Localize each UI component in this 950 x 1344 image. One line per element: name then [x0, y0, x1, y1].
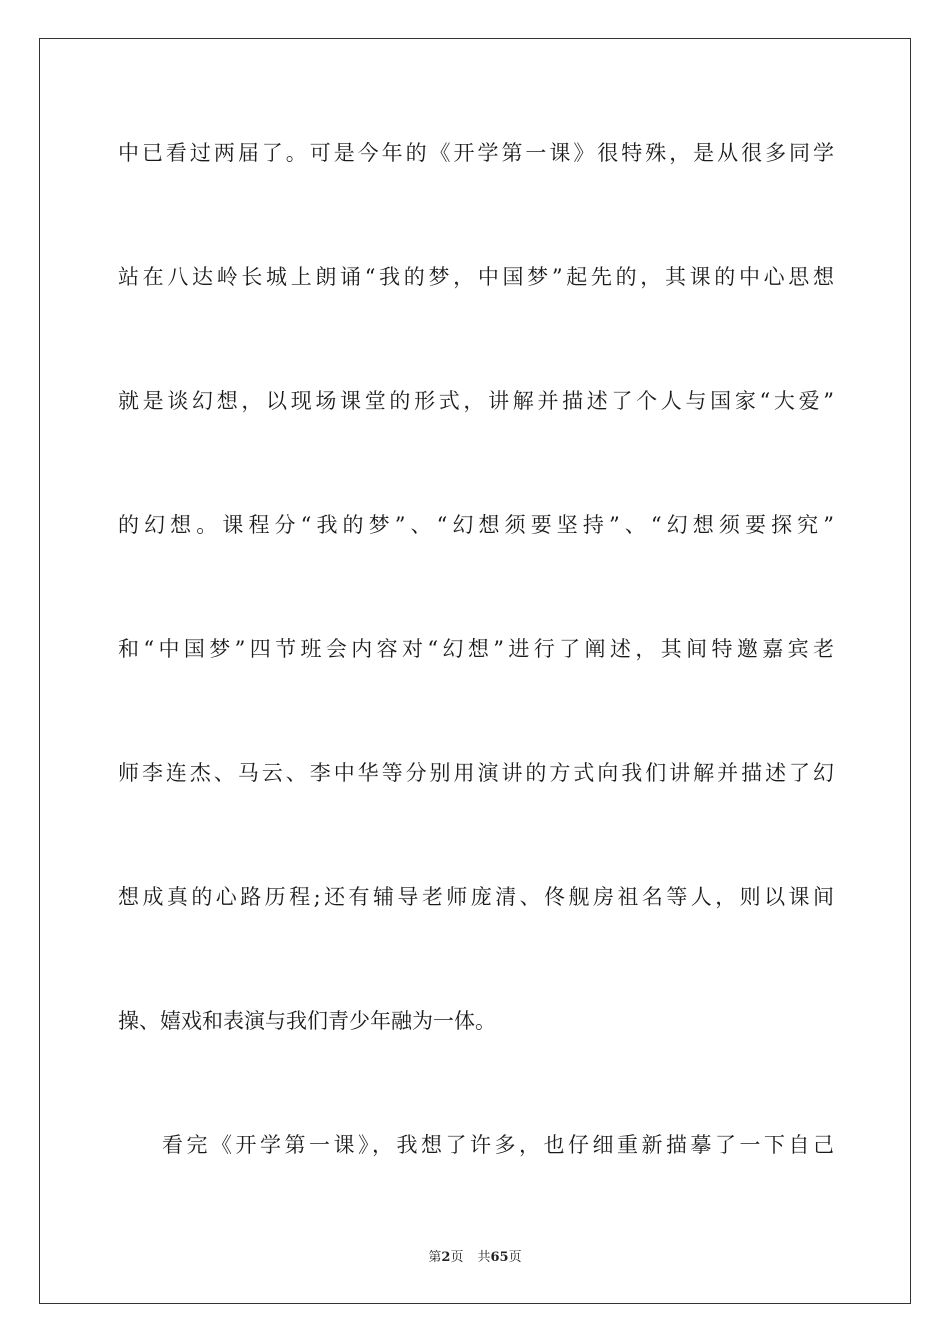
document-body — [118, 126, 834, 1242]
total-prefix: 共 — [477, 1250, 491, 1265]
text-line: 操、嬉戏和表演与我们青少年融为一体。 — [118, 1009, 496, 1033]
text-line: 就是谈幻想，以现场课堂的形式，讲解并描述了个人与国家“大爱” — [118, 389, 834, 413]
page-prefix: 第 — [428, 1250, 442, 1265]
total-pages: 65 — [490, 1250, 509, 1265]
total-suffix: 页 — [508, 1250, 522, 1265]
page-footer — [0, 1246, 950, 1265]
page-number: 2 — [441, 1250, 451, 1265]
text-line: 想成真的心路历程;还有辅导老师庞清、佟舰房祖名等人，则以课间 — [118, 885, 834, 909]
text-line: 中已看过两届了。可是今年的《开学第一课》很特殊，是从很多同学 — [118, 141, 834, 165]
page-suffix: 页 — [450, 1250, 464, 1265]
text-line: 和“中国梦”四节班会内容对“幻想”进行了阐述，其间特邀嘉宾老 — [118, 637, 834, 661]
text-line: 看完《开学第一课》，我想了许多，也仔细重新描摹了一下自己 — [162, 1133, 834, 1157]
text-line: 站在八达岭长城上朗诵“我的梦，中国梦”起先的，其课的中心思想 — [118, 265, 834, 289]
text-line: 师李连杰、马云、李中华等分别用演讲的方式向我们讲解并描述了幻 — [118, 761, 834, 785]
text-line: 的幻想。课程分“我的梦”、“幻想须要坚持”、“幻想须要探究” — [118, 513, 834, 537]
